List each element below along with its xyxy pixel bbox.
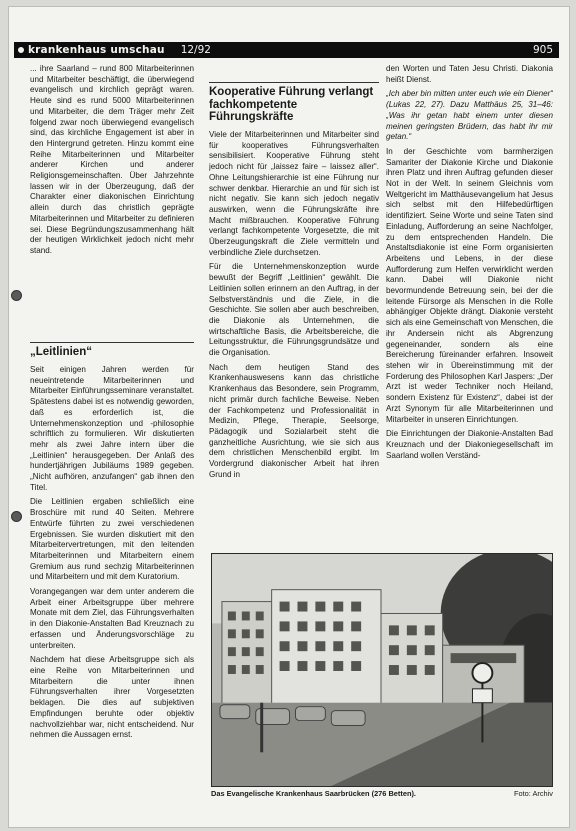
paragraph: Für die Unternehmenskonzeption wurde bewußt der Begriff „Leitlinien“ gewählt. Die Leitlinien sollen erinnern an den Auftrag, in der Selbstverständnis und die Ziele, in die Geschichte. Sie sollen aber auch beschreiben, die Diakonie als Unternehmen, die wirtschaftliche Basis, die Arbeitsbereiche, die Leitungsstruktur, die Führungsgrundsätze und die Organisation. — [209, 262, 379, 358]
hospital-building-image — [212, 554, 552, 786]
paragraph: den Worten und Taten Jesu Christi. Diakonia heißt Dienst. — [386, 64, 553, 84]
column-3 — [386, 64, 553, 554]
paragraph: Die Leitlinien ergaben schließlich eine Broschüre mit rund 40 Seiten. Mehrere Entwürfe führten zu zwei verschiedenen Ergebnissen. Sie wurden diskutiert mit den Mitarbeitervertretungen, mit den leitenden Mitarbeiterinnen und Mitarbeitern einem Gremium aus rund sechzig Mitarbeiterinnen und Mitarbeitern und mit dem Kuratorium. — [30, 497, 194, 582]
paragraph: Seit einigen Jahren werden für neueintretende Mitarbeiterinnen und Mitarbeiter Einführungsseminare veranstaltet. Spätestens dabei ist es notwendig geworden, daß es erforderlich ist, die Unternehmenskonzeption und -philosophie schriftlich zu formulieren. Wir diskutierten mehr als zwei Jahre intern über die „Leitlinien“ herausgegeben. Der Anlaß des hundertjährigen Jubiläums 1989 gegeben. „Nicht aufhören, anzufangen“ gab ihnen den Titel. — [30, 365, 194, 492]
paragraph: Nachdem hat diese Arbeitsgruppe sich als eine Reihe von Mitarbeiterinnen und Mitarbeitern die unter ihnen Führungsverhalten ihrer Vorgesetzten beklagen. Die dies auf subjektiven Empfindungen beruhte oder objektiv nachvollziehbar war, nicht entscheidend. Nur nehmen die Aussagen ernst. — [30, 655, 194, 740]
column-2 — [209, 130, 379, 548]
paragraph: In der Geschichte vom barmherzigen Samariter der Diakonie Kirche und Diakonie ihren Platz und ihren Auftrag gefunden dieser Not in der Welt. In seinem Gleichnis vom Weltgericht im Matthäusevangelium hat Jesus sich selbst mit den Hilfebedürftigen identifiziert. Seine Worte und seine Taten sind Einladung, Aufforderung an seine Nachfolger, zu dem entsprechenden Handeln. Die Anstaltsdiakonie ist eine Form organisierten Arbeitens und Lebens, in der diese Aufforderung zum Helfen verwirklicht werden kann. Dabei will Diakonie nicht bevormundende Betreuung sein, bei der die leitende Fürsorge als Menschen in die Rolle abhängiger Objekte drängt. Diakonie versteht sich als eine Gemeinschaft von Menschen, die ihr Andersein nicht als Abgrenzung gegeneinander, sondern als eine Bereicherung füreinander erfahren. Insoweit stehen wir in Übereinstimmung mit der Forderung des Philosophen Karl Jaspers: „Der Arzt ist weder Techniker noch Heiland, sondern Existenz für Existenz“, dabei ist der Arzt Synonym für alle Mitarbeiterinnen und Mitarbeiter in unseren Einrichtungen. — [386, 146, 553, 424]
paragraph: Nach dem heutigen Stand des Krankenhauswesens kann das christliche Krankenhaus das Besondere, sein Programm, nicht primär durch fachliche Beweise. Neben der Fachkompetenz und Professionalität in Medizin, Pflege, Therapie, Seelsorge, Pädagogik und Sozialarbeit steht die ganzheitliche Ausrichtung, wie sie sich aus dem christlichen Menschenbild ergibt. Im Vordergrund diakonischer Arbeit hat ihren Grund in — [209, 362, 379, 479]
bullet-icon — [18, 47, 24, 53]
paragraph: ... ihre Saarland – rund 800 Mitarbeiterinnen und Mitarbeiter beschäftigt, die überwiegend evangelisch und kirchlich geprägt waren. Heute sind es rund 5000 Mitarbeiterinnen und Mitarbeiter, die dem Träger mehr Zeit folgend zwar noch überwiegend evangelisch sind, das kirchliche Engagement ist aber in den Hintergrund getreten. Hinzu kommt eine Reihe Mitarbeiterinnen und Mitarbeiter anderer Kirchen und anderer Religionsgemeinschaften. Über Jahrzehnte lassen wir in der Überzeugung, daß der Charakter einer diakonischen Einrichtung allein durch das christlich geprägte Mitarbeiterinnen und Mitarbeiter zu definieren sei. Diese Begründungszusammenhang hält der heutigen Wirklichkeit jedoch nicht mehr stand. — [30, 64, 194, 255]
photo-caption-row — [211, 789, 553, 798]
section-rule — [30, 342, 194, 343]
column-1-top — [30, 64, 194, 334]
section-heading-fuehrung: Kooperative Führung verlangt fachkompetente Führungskräfte — [209, 86, 374, 123]
section-rule — [209, 82, 379, 83]
paragraph: Die Einrichtungen der Diakonie-Anstalten Bad Kreuznach und der Diakoniegesellschaft im Saarland wollen Verständ- — [386, 429, 553, 460]
paragraph: Vorangegangen war dem unter anderem die Arbeit einer Arbeitsgruppe über mehrere Monate mit dem Ziel, das Führungsverhalten in den Diakonie-Anstalten Bad Kreuznach zu erfassen und Änderungsvorschläge zu unterbreiten. — [30, 587, 194, 650]
punch-hole-icon — [11, 290, 22, 301]
punch-hole-icon — [11, 511, 22, 522]
photo-caption: Das Evangelische Krankenhaus Saarbrücken (276 Betten). — [211, 789, 416, 798]
photo-credit: Foto: Archiv — [513, 789, 553, 798]
page-number: 905 — [532, 44, 553, 56]
column-1-bottom — [30, 365, 194, 805]
bible-quote: „Ich aber bin mitten unter euch wie ein Diener“ (Lukas 22, 27). Dazu Matthäus 25, 31–46: „Was ihr getan habt einem unter diesen meinen geringsten Brüdern, das habt ihr mir getan.“ — [386, 89, 553, 142]
paragraph: Viele der Mitarbeiterinnen und Mitarbeiter sind für kooperatives Führungsverhalten sensibilisiert. Kooperative Führung steht jedoch nicht für „laissez faire – laissez aller“. Ohne Leitungshierarchie ist eine Führung nur schwer denkbar. Hierarchie an und für sich ist nicht negativ. Sie kann sich jedoch negativ auswirken, wenn die Führungskräfte ihre Macht mißbrauchen. Kooperative Führung verlangt fachkompetente Vorgesetzte, die mit Überzeugungskraft die Ziele vermitteln und verbindliche Ziele durchsetzen. — [209, 130, 379, 257]
hospital-photo — [211, 553, 553, 787]
section-heading-leitlinien: „Leitlinien“ — [30, 346, 92, 358]
masthead-bar — [14, 42, 559, 58]
issue-number: 12/92 — [180, 44, 211, 56]
magazine-title: krankenhaus umschau — [28, 44, 165, 56]
